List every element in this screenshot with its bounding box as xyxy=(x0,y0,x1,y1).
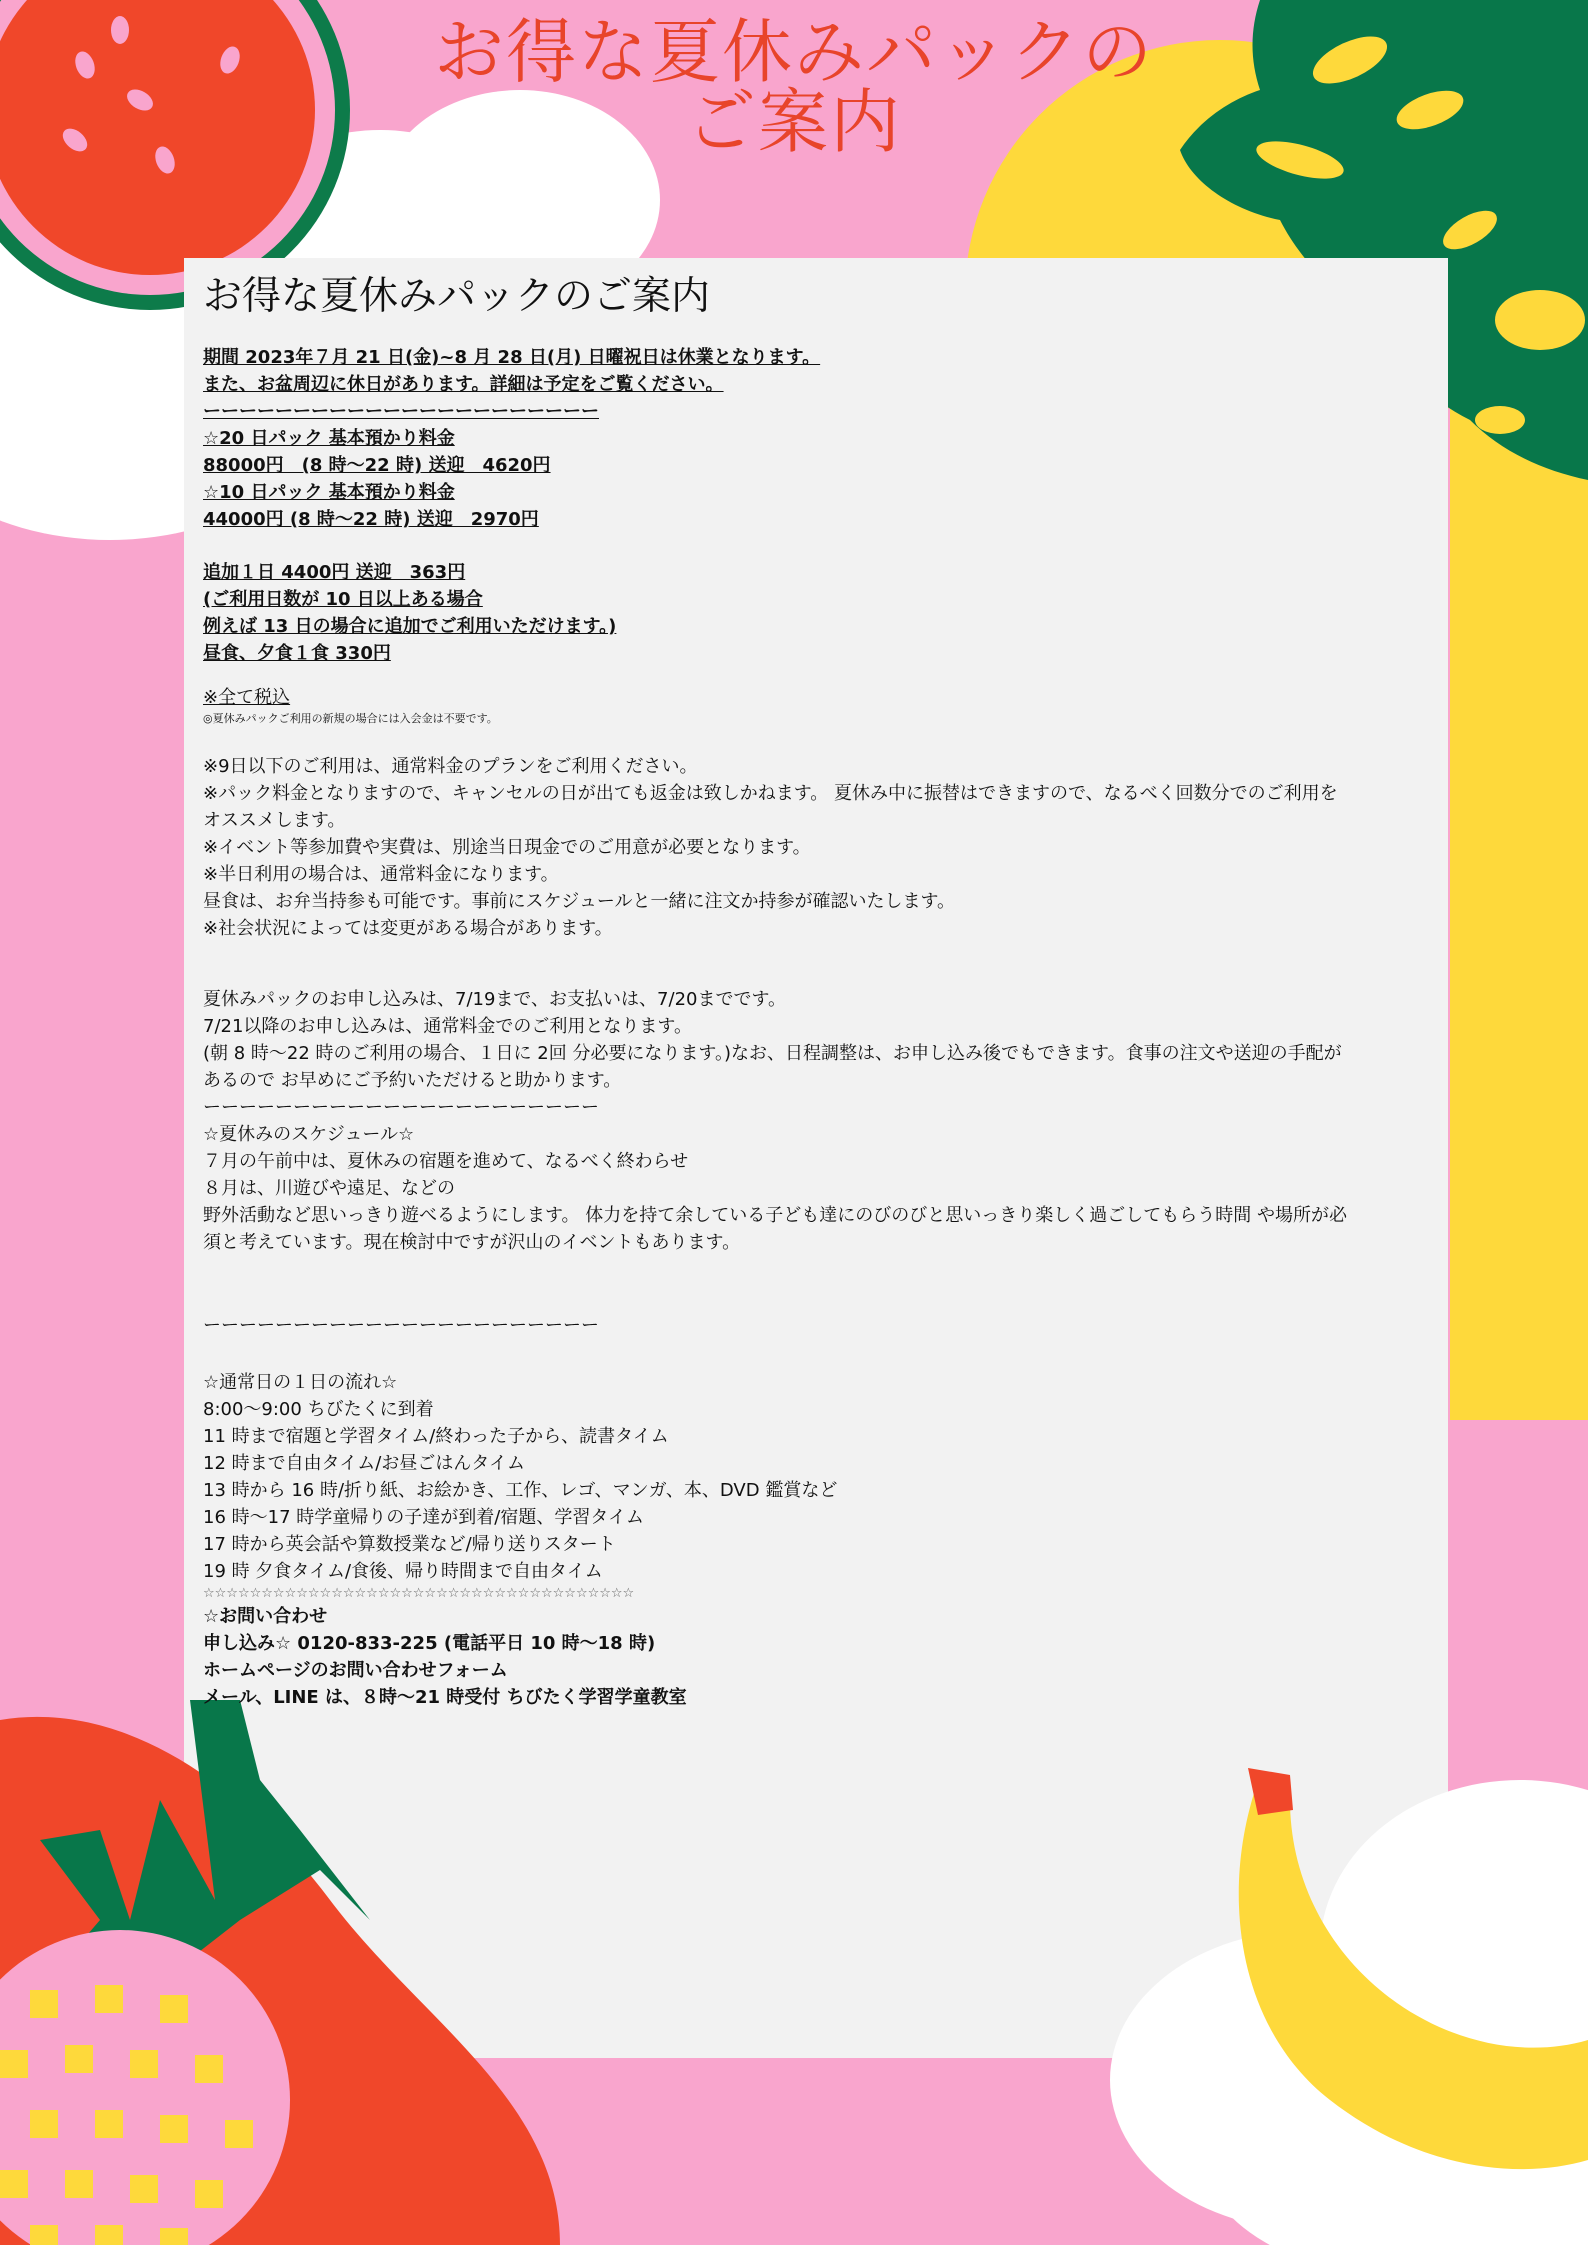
note-5: 昼食は、お弁当持参も可能です。事前にスケジュールと一緒に注文か持参が確認いたします。 xyxy=(203,891,956,912)
extra-day-price: 追加１日 4400円 送迎 363円 xyxy=(203,562,466,583)
banner-title-line1: お得な夏休みパックの xyxy=(434,11,1154,93)
application-1: 夏休みパックのお申し込みは、7/19まで、お支払いは、7/20までです。 xyxy=(203,989,787,1010)
note-2b: オススメします。 xyxy=(203,810,346,831)
meal-price: 昼食、夕食１食 330円 xyxy=(203,643,391,664)
application-4: あるので お早めにご予約いただけると助かります。 xyxy=(203,1070,622,1091)
daily-item: 16 時〜17 時学童帰りの子達が到着/宿題、学習タイム xyxy=(203,1507,644,1528)
pack10-label: ☆10 日パック 基本預かり料金 xyxy=(203,482,455,503)
daily-item: 19 時 夕食タイム/食後、帰り時間まで自由タイム xyxy=(203,1561,603,1582)
divider: ーーーーーーーーーーーーーーーーーーーーーー xyxy=(203,1097,599,1118)
membership-note: ◎夏休みパックご利用の新規の場合には入会金は不要です。 xyxy=(203,712,498,725)
summer-title: ☆夏休みのスケジュール☆ xyxy=(203,1124,415,1145)
page-title: お得な夏休みパックのご案内 xyxy=(203,274,711,319)
holiday-line: また、お盆周辺に休日があります。詳細は予定をご覧ください。 xyxy=(203,374,724,395)
daily-item: 17 時から英会話や算数授業など/帰り送りスタート xyxy=(203,1534,616,1555)
divider: ーーーーーーーーーーーーーーーーーーーーーー xyxy=(203,401,599,422)
summer-line-1: ７月の午前中は、夏休みの宿題を進めて、なるべく終わらせ xyxy=(203,1151,689,1172)
contact-form: ホームページのお問い合わせフォーム xyxy=(203,1660,508,1681)
note-6: ※社会状況によっては変更がある場合があります。 xyxy=(203,918,613,939)
period-line: 期間 2023年７月 21 日(金)~8 月 28 日(月) 日曜祝日は休業となります。 xyxy=(203,347,821,368)
pack20-label: ☆20 日パック 基本預かり料金 xyxy=(203,428,455,449)
note-2a: ※パック料金となりますので、キャンセルの日が出ても返金は致しかねます。 夏休み中に振替はできますので、なるべく回数分でのご利用を xyxy=(203,783,1338,804)
daily-title: ☆通常日の１日の流れ☆ xyxy=(203,1372,398,1393)
contact-line: メール、LINE は、８時〜21 時受付 ちびたく学習学童教室 xyxy=(203,1687,687,1708)
document-content xyxy=(203,270,1428,1711)
tax-note: ※全て税込 xyxy=(203,687,291,708)
daily-item: 13 時から 16 時/折り紙、お絵かき、工作、レゴ、マンガ、本、DVD 鑑賞など xyxy=(203,1480,838,1501)
daily-item: 8:00〜9:00 ちびたくに到着 xyxy=(203,1399,434,1420)
banner-title-line2: ご案内 xyxy=(686,81,902,163)
note-1: ※9日以下のご利用は、通常料金のプランをご利用ください。 xyxy=(203,756,698,777)
divider: ーーーーーーーーーーーーーーーーーーーーーー xyxy=(203,1315,599,1336)
star-divider: ☆☆☆☆☆☆☆☆☆☆☆☆☆☆☆☆☆☆☆☆☆☆☆☆☆☆☆☆☆☆☆☆☆☆☆☆☆ xyxy=(203,1586,635,1601)
contact-title: ☆お問い合わせ xyxy=(203,1606,328,1627)
contact-phone: 申し込み☆ 0120-833-225 (電話平日 10 時〜18 時) xyxy=(203,1633,656,1654)
application-3: (朝 8 時〜22 時のご利用の場合、１日に 2回 分必要になります。)なお、日程調整は、お申し込み後でもできます。食事の注文や送迎の手配が xyxy=(203,1043,1342,1064)
extra-example: 例えば 13 日の場合に追加でご利用いただけます。) xyxy=(203,616,617,637)
daily-item: 12 時まで自由タイム/お昼ごはんタイム xyxy=(203,1453,525,1474)
note-3: ※イベント等参加費や実費は、別途当日現金でのご用意が必要となります。 xyxy=(203,837,811,858)
summer-line-2: ８月は、川遊びや遠足、などの xyxy=(203,1178,455,1199)
extra-condition: (ご利用日数が 10 日以上ある場合 xyxy=(203,589,483,610)
note-4: ※半日利用の場合は、通常料金になります。 xyxy=(203,864,559,885)
daily-item: 11 時まで宿題と学習タイム/終わった子から、読書タイム xyxy=(203,1426,669,1447)
summer-line-3: 野外活動など思いっきり遊べるようにします。 体力を持て余している子ども達にのびのびと思いっきり楽しく過ごしてもらう時間 や場所が必 xyxy=(203,1205,1347,1226)
pack10-price: 44000円 (8 時〜22 時) 送迎 2970円 xyxy=(203,509,539,530)
application-2: 7/21以降のお申し込みは、通常料金でのご利用となります。 xyxy=(203,1016,692,1037)
summer-line-4: 須と考えています。現在検討中ですが沢山のイベントもあります。 xyxy=(203,1232,741,1253)
pack20-price: 88000円 (8 時〜22 時) 送迎 4620円 xyxy=(203,455,551,476)
